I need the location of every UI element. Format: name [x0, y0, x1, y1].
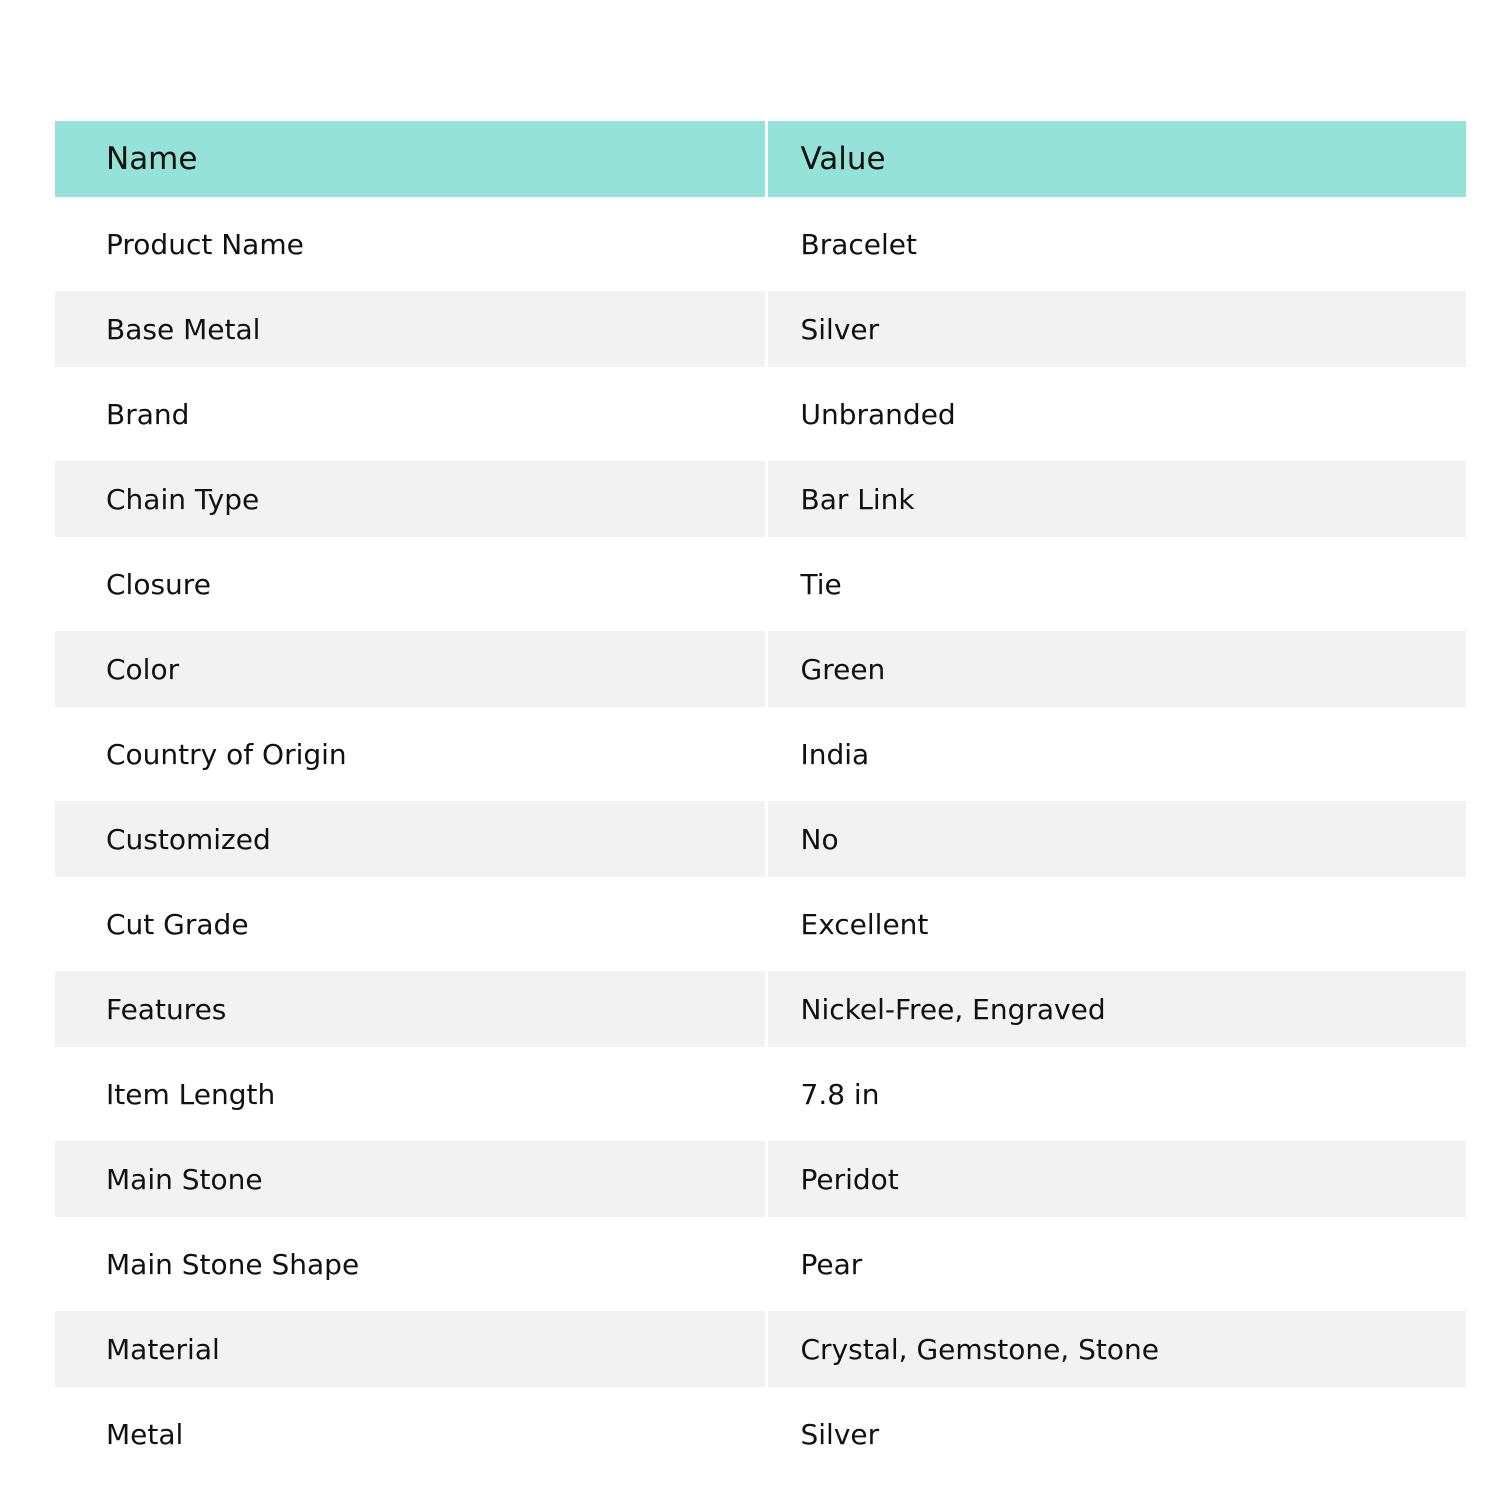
row-value-cell: No: [766, 801, 1466, 877]
row-value-cell: Peridot: [766, 1141, 1466, 1217]
row-name-cell: Metal: [55, 1387, 766, 1481]
row-value-cell: Pear: [766, 1217, 1466, 1311]
row-name-cell: Cut Grade: [55, 877, 766, 971]
row-name-cell: Features: [55, 971, 766, 1047]
row-name-cell: Brand: [55, 367, 766, 461]
row-name-cell: Main Stone: [55, 1141, 766, 1217]
column-header-name: Name: [55, 121, 766, 197]
row-value-cell: Green: [766, 631, 1466, 707]
row-name-cell: Customized: [55, 801, 766, 877]
row-value-cell: Unbranded: [766, 367, 1466, 461]
header-row: [55, 121, 1466, 197]
row-value-cell: 7.8 in: [766, 1047, 1466, 1141]
table-row: [55, 1387, 1466, 1481]
table-row: [55, 631, 1466, 707]
row-value-cell: Silver: [766, 1387, 1466, 1481]
spec-table: [55, 121, 1466, 1481]
table-row: [55, 1217, 1466, 1311]
table-body: [55, 197, 1466, 1481]
row-name-cell: Closure: [55, 537, 766, 631]
table-row: [55, 291, 1466, 367]
row-name-cell: Color: [55, 631, 766, 707]
row-name-cell: Chain Type: [55, 461, 766, 537]
table-row: [55, 877, 1466, 971]
row-value-cell: Nickel-Free, Engraved: [766, 971, 1466, 1047]
row-name-cell: Country of Origin: [55, 707, 766, 801]
table-row: [55, 197, 1466, 291]
table-header: [55, 121, 1466, 197]
table-row: [55, 1047, 1466, 1141]
table-row: [55, 801, 1466, 877]
table-row: [55, 537, 1466, 631]
table-row: [55, 707, 1466, 801]
table-row: [55, 461, 1466, 537]
table-row: [55, 1141, 1466, 1217]
row-name-cell: Item Length: [55, 1047, 766, 1141]
table-row: [55, 367, 1466, 461]
row-value-cell: Bar Link: [766, 461, 1466, 537]
column-header-value: Value: [766, 121, 1466, 197]
table-row: [55, 1311, 1466, 1387]
row-value-cell: Tie: [766, 537, 1466, 631]
row-value-cell: Silver: [766, 291, 1466, 367]
row-name-cell: Product Name: [55, 197, 766, 291]
row-name-cell: Base Metal: [55, 291, 766, 367]
table-row: [55, 971, 1466, 1047]
row-value-cell: Bracelet: [766, 197, 1466, 291]
row-name-cell: Main Stone Shape: [55, 1217, 766, 1311]
row-name-cell: Material: [55, 1311, 766, 1387]
row-value-cell: India: [766, 707, 1466, 801]
row-value-cell: Crystal, Gemstone, Stone: [766, 1311, 1466, 1387]
row-value-cell: Excellent: [766, 877, 1466, 971]
